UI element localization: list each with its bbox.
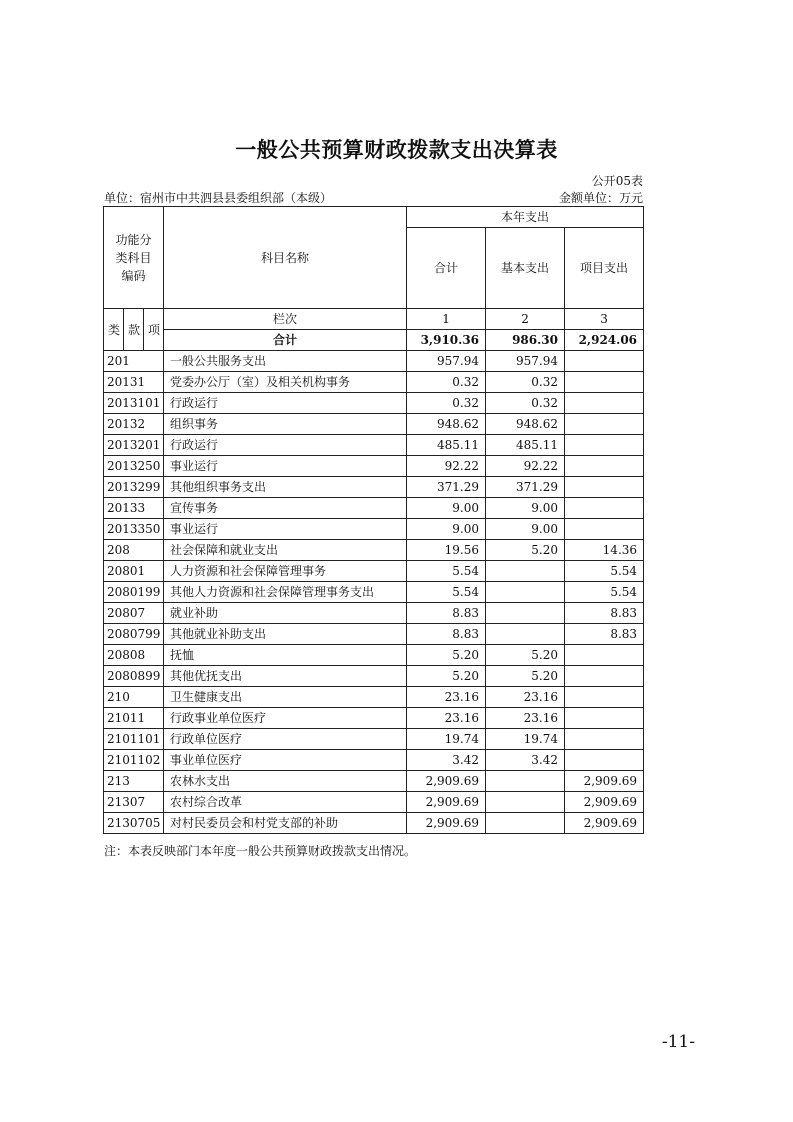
row-code: 210 <box>104 687 164 708</box>
row-project <box>565 372 644 393</box>
row-basic <box>486 771 565 792</box>
table-row <box>104 435 644 456</box>
table-row <box>104 666 644 687</box>
row-name: 卫生健康支出 <box>164 687 407 708</box>
row-basic: 948.62 <box>486 414 565 435</box>
row-basic: 19.74 <box>486 729 565 750</box>
table-row <box>104 561 644 582</box>
table-row <box>104 519 644 540</box>
table-row <box>104 351 644 372</box>
row-total: 2,909.69 <box>407 771 486 792</box>
row-basic: 0.32 <box>486 372 565 393</box>
row-name: 其他人力资源和社会保障管理事务支出 <box>164 582 407 603</box>
table-row <box>104 540 644 561</box>
row-code: 2013350 <box>104 519 164 540</box>
row-total: 9.00 <box>407 498 486 519</box>
row-name: 就业补助 <box>164 603 407 624</box>
item-name-header: 科目名称 <box>164 207 407 309</box>
row-basic <box>486 603 565 624</box>
row-total: 8.83 <box>407 624 486 645</box>
row-project <box>565 477 644 498</box>
row-name: 其他就业补助支出 <box>164 624 407 645</box>
row-name: 其他组织事务支出 <box>164 477 407 498</box>
row-project: 2,909.69 <box>565 792 644 813</box>
row-total: 5.20 <box>407 645 486 666</box>
row-code: 20132 <box>104 414 164 435</box>
table-row <box>104 792 644 813</box>
table-row <box>104 771 644 792</box>
row-total: 8.83 <box>407 603 486 624</box>
total-row-project: 2,924.06 <box>565 330 644 351</box>
row-code: 20131 <box>104 372 164 393</box>
row-total: 5.54 <box>407 561 486 582</box>
row-total: 92.22 <box>407 456 486 477</box>
table-row <box>104 729 644 750</box>
func-code-header: 功能分 类科目 编码 <box>104 207 164 309</box>
row-total: 23.16 <box>407 687 486 708</box>
row-name: 党委办公厅（室）及相关机构事务 <box>164 372 407 393</box>
lanci-label: 栏次 <box>164 309 407 330</box>
year-exp-header: 本年支出 <box>407 207 644 228</box>
row-code: 2080799 <box>104 624 164 645</box>
row-name: 组织事务 <box>164 414 407 435</box>
row-basic <box>486 561 565 582</box>
row-name: 农林水支出 <box>164 771 407 792</box>
row-basic: 5.20 <box>486 540 565 561</box>
table-row <box>104 624 644 645</box>
row-total: 957.94 <box>407 351 486 372</box>
table-row <box>104 372 644 393</box>
row-project: 14.36 <box>565 540 644 561</box>
row-basic: 23.16 <box>486 687 565 708</box>
row-basic: 0.32 <box>486 393 565 414</box>
row-name: 抚恤 <box>164 645 407 666</box>
row-code: 20807 <box>104 603 164 624</box>
lei-header: 类 <box>104 309 124 351</box>
row-project <box>565 666 644 687</box>
xiang-header: 项 <box>144 309 164 351</box>
row-name: 其他优抚支出 <box>164 666 407 687</box>
row-basic: 23.16 <box>486 708 565 729</box>
row-project: 5.54 <box>565 582 644 603</box>
row-total: 0.32 <box>407 393 486 414</box>
table-row <box>104 456 644 477</box>
row-basic <box>486 624 565 645</box>
row-total: 23.16 <box>407 708 486 729</box>
row-name: 事业单位医疗 <box>164 750 407 771</box>
row-code: 20133 <box>104 498 164 519</box>
row-code: 21011 <box>104 708 164 729</box>
row-name: 事业运行 <box>164 456 407 477</box>
page-number: -11- <box>661 1032 695 1052</box>
row-project <box>565 456 644 477</box>
row-project <box>565 414 644 435</box>
row-total: 0.32 <box>407 372 486 393</box>
table-row <box>104 477 644 498</box>
row-basic <box>486 582 565 603</box>
table-row <box>104 414 644 435</box>
col-number-3: 3 <box>565 309 644 330</box>
row-basic: 92.22 <box>486 456 565 477</box>
project-header: 项目支出 <box>565 228 644 309</box>
row-total: 3.42 <box>407 750 486 771</box>
row-total: 948.62 <box>407 414 486 435</box>
row-total: 2,909.69 <box>407 813 486 834</box>
table-row <box>104 498 644 519</box>
row-total: 19.74 <box>407 729 486 750</box>
row-code: 2130705 <box>104 813 164 834</box>
total-row-basic: 986.30 <box>486 330 565 351</box>
row-basic: 485.11 <box>486 435 565 456</box>
total-header: 合计 <box>407 228 486 309</box>
row-total: 5.54 <box>407 582 486 603</box>
row-basic: 371.29 <box>486 477 565 498</box>
table-row <box>104 813 644 834</box>
col-number-2: 2 <box>486 309 565 330</box>
table-row <box>104 708 644 729</box>
row-basic: 9.00 <box>486 498 565 519</box>
row-project <box>565 645 644 666</box>
row-code: 2013201 <box>104 435 164 456</box>
row-basic: 957.94 <box>486 351 565 372</box>
total-row-total: 3,910.36 <box>407 330 486 351</box>
row-name: 行政单位医疗 <box>164 729 407 750</box>
row-code: 201 <box>104 351 164 372</box>
row-project: 5.54 <box>565 561 644 582</box>
row-total: 371.29 <box>407 477 486 498</box>
row-project: 8.83 <box>565 624 644 645</box>
row-name: 一般公共服务支出 <box>164 351 407 372</box>
row-project <box>565 435 644 456</box>
table-row <box>104 603 644 624</box>
row-name: 事业运行 <box>164 519 407 540</box>
row-code: 2101102 <box>104 750 164 771</box>
row-total: 19.56 <box>407 540 486 561</box>
row-name: 社会保障和就业支出 <box>164 540 407 561</box>
row-total: 485.11 <box>407 435 486 456</box>
row-name: 人力资源和社会保障管理事务 <box>164 561 407 582</box>
footnote: 注：本表反映部门本年度一般公共预算财政拨款支出情况。 <box>104 844 417 858</box>
table-row <box>104 645 644 666</box>
row-code: 2080899 <box>104 666 164 687</box>
row-basic: 3.42 <box>486 750 565 771</box>
row-code: 213 <box>104 771 164 792</box>
page-title: 一般公共预算财政拨款支出决算表 <box>235 137 558 162</box>
unit-label: 单位：宿州市中共泗县县委组织部（本级） <box>104 191 333 205</box>
row-code: 20808 <box>104 645 164 666</box>
total-row-label: 合计 <box>164 330 407 351</box>
col-number-1: 1 <box>407 309 486 330</box>
row-project: 2,909.69 <box>565 771 644 792</box>
kuan-header: 款 <box>124 309 144 351</box>
table-row <box>104 687 644 708</box>
row-total: 9.00 <box>407 519 486 540</box>
row-code: 21307 <box>104 792 164 813</box>
row-code: 208 <box>104 540 164 561</box>
row-project <box>565 729 644 750</box>
row-name: 行政运行 <box>164 435 407 456</box>
row-code: 2013299 <box>104 477 164 498</box>
row-code: 2080199 <box>104 582 164 603</box>
row-project: 8.83 <box>565 603 644 624</box>
row-project <box>565 750 644 771</box>
row-total: 2,909.69 <box>407 792 486 813</box>
row-basic: 5.20 <box>486 666 565 687</box>
table-row <box>104 393 644 414</box>
table-row <box>104 582 644 603</box>
row-project <box>565 498 644 519</box>
basic-header: 基本支出 <box>486 228 565 309</box>
row-name: 对村民委员会和村党支部的补助 <box>164 813 407 834</box>
row-project <box>565 393 644 414</box>
row-name: 宣传事务 <box>164 498 407 519</box>
row-code: 2013250 <box>104 456 164 477</box>
total-row <box>104 330 644 351</box>
row-project <box>565 708 644 729</box>
row-basic: 5.20 <box>486 645 565 666</box>
row-name: 行政运行 <box>164 393 407 414</box>
row-name: 行政事业单位医疗 <box>164 708 407 729</box>
row-project <box>565 351 644 372</box>
expenditure-table <box>103 206 644 834</box>
amount-unit-label: 金额单位：万元 <box>558 191 643 205</box>
row-basic <box>486 813 565 834</box>
row-code: 2013101 <box>104 393 164 414</box>
row-code: 2101101 <box>104 729 164 750</box>
row-name: 农村综合改革 <box>164 792 407 813</box>
row-basic <box>486 792 565 813</box>
row-total: 5.20 <box>407 666 486 687</box>
form-code: 公开05表 <box>591 174 643 188</box>
row-project: 2,909.69 <box>565 813 644 834</box>
table-row <box>104 750 644 771</box>
row-project <box>565 687 644 708</box>
row-project <box>565 519 644 540</box>
row-basic: 9.00 <box>486 519 565 540</box>
row-code: 20801 <box>104 561 164 582</box>
